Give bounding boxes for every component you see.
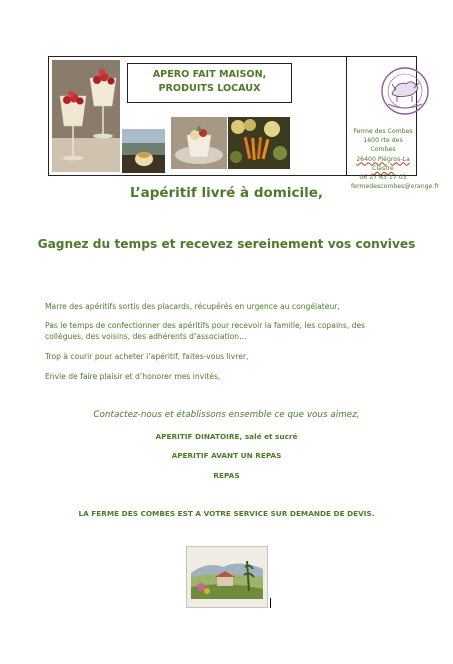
paragraph-1: Marre des apéritifs sortis des placards, récupérés en urgence au congélateur, xyxy=(45,302,340,311)
header-divider xyxy=(346,57,347,175)
title-line-1: APERO FAIT MAISON, xyxy=(152,69,267,80)
contact-line: Contactez-nous et établissons ensemble ce que vous aimez, xyxy=(93,410,360,420)
farm-watercolor-painting xyxy=(186,546,268,608)
address-email: fermedescombes@orange.fr xyxy=(351,183,440,191)
paragraph-2: Pas le temps de confectionner des apéritifs pour recevoir la famille, les copains, des collègues, des voisins, des adhérents d’association… xyxy=(45,321,366,341)
header-box xyxy=(48,56,440,191)
title-line-2: PRODUITS LOCAUX xyxy=(158,83,261,94)
offer-aperitif-avant-repas: APERITIF AVANT UN REPAS xyxy=(171,451,282,460)
farm-logo xyxy=(380,66,430,116)
heading-delivery: L’apéritif livré à domicile, xyxy=(129,185,324,201)
address-street: 1600 rte des Combes xyxy=(363,137,403,154)
verrine-dessert-photo xyxy=(171,117,227,169)
dessert-glasses-photo xyxy=(52,60,120,172)
verrine-landscape-photo xyxy=(122,129,165,173)
paragraph-3: Trop à courir pour acheter l’apéritif, faites-vous livrer, xyxy=(45,352,249,361)
paragraph-4: Envie de faire plaisir et d’honorer mes invités, xyxy=(45,372,221,381)
address-name: Ferme des Combes xyxy=(353,128,413,135)
farm-address xyxy=(351,127,440,191)
title-box xyxy=(127,63,292,103)
text-cursor xyxy=(270,598,271,608)
vegetables-photo xyxy=(228,117,290,169)
service-statement: LA FERME DES COMBES EST A VOTRE SERVICE SUR DEMANDE DE DEVIS. xyxy=(78,509,375,518)
address-phone: 06 27 63 17 03 xyxy=(359,174,407,182)
offer-repas: REPAS xyxy=(213,471,240,480)
address-city: 26400 Piégros-La Clastre xyxy=(356,155,410,172)
offer-aperitif-dinatoire: APERITIF DINATOIRE, salé et sucré xyxy=(155,432,298,441)
heading-save-time: Gagnez du temps et recevez sereinement vos convives xyxy=(37,237,416,251)
